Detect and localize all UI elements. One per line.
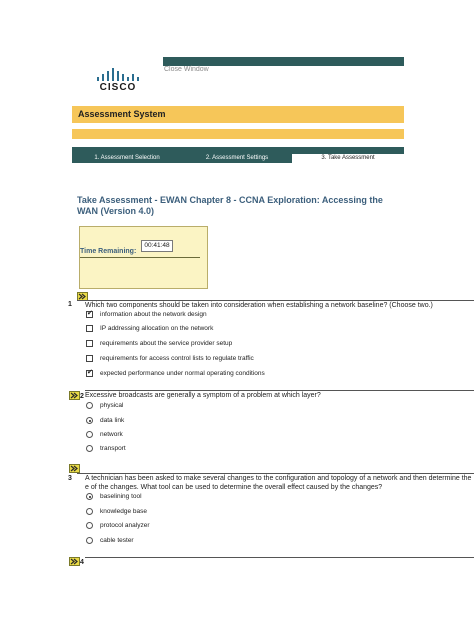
question-number: 4 [80,559,84,566]
checkbox[interactable] [86,325,93,332]
radio-button[interactable] [86,445,93,452]
answer-option[interactable] [86,508,147,515]
question-text: A technician has been asked to make several changes to the configuration and topology of a network and then determine the e of the changes. What tool can be used to determine the overall effect caused by the changes? [85,475,472,491]
option-label: expected performance under normal operating conditions [100,370,265,377]
system-title: Assessment System [78,109,166,119]
question-arrow-icon[interactable] [69,391,80,400]
step-navigation [72,154,404,163]
checkbox-checked[interactable] [86,311,93,318]
question-text: Excessive broadcasts are generally a symptom of a problem at which layer? [85,392,321,399]
step-take-assessment: 3. Take Assessment [292,154,404,163]
answer-option[interactable] [86,537,134,544]
cisco-bars-icon [97,68,139,81]
option-label: transport [100,445,126,452]
question-number: 1 [68,301,72,308]
steps-top-bar [72,147,404,154]
timer-label: Time Remaining: [80,248,137,255]
option-label: information about the network design [100,311,207,318]
option-label: IP addressing allocation on the network [100,325,214,332]
step-assessment-selection[interactable]: 1. Assessment Selection [94,155,160,161]
question-text: Which two components should be taken into consideration when establishing a network baseline? (Choose two.) [85,302,433,309]
answer-option[interactable] [86,522,150,529]
option-label: cable tester [100,537,134,544]
answer-option[interactable] [86,431,123,438]
answer-option[interactable] [86,493,142,500]
option-label: protocol analyzer [100,522,150,529]
step-assessment-settings[interactable]: 2. Assessment Settings [205,155,269,161]
close-window-link[interactable]: Close Window [164,66,209,73]
question-arrow-icon[interactable] [69,557,80,566]
option-label: requirements about the service provider setup [100,340,233,347]
radio-button-selected[interactable] [86,417,93,424]
radio-button[interactable] [86,431,93,438]
checkbox[interactable] [86,340,93,347]
radio-button[interactable] [86,522,93,529]
answer-option[interactable] [86,445,126,452]
answer-option[interactable] [86,325,213,332]
answer-option[interactable] [86,311,207,318]
answer-option[interactable] [86,370,265,377]
question-number: 3 [68,475,72,482]
answer-option[interactable] [86,417,124,424]
option-label: data link [100,417,125,424]
header-top-bar [163,57,404,66]
radio-button[interactable] [86,537,93,544]
logo-text: CISCO [99,82,137,93]
option-label: physical [100,402,124,409]
option-label: knowledge base [100,508,147,515]
option-label: requirements for access control lists to regulate traffic [100,355,254,362]
timer-value: 00:41:48 [141,240,173,252]
checkbox[interactable] [86,355,93,362]
option-label: baselining tool [100,493,142,500]
page-title: Take Assessment - EWAN Chapter 8 - CCNA Exploration: Accessing the WAN (Version 4.0) [77,195,383,216]
radio-button-selected[interactable] [86,493,93,500]
answer-option[interactable] [86,402,123,409]
radio-button[interactable] [86,508,93,515]
secondary-band [72,129,404,139]
checkbox-checked[interactable] [86,370,93,377]
question-number: 2 [80,393,84,400]
option-label: network [100,431,123,438]
timer-divider [80,257,200,258]
radio-button[interactable] [86,402,93,409]
answer-option[interactable] [86,355,254,362]
answer-option[interactable] [86,340,232,347]
cisco-logo [94,68,142,98]
question-arrow-icon[interactable] [69,464,80,473]
question-divider [85,557,474,558]
